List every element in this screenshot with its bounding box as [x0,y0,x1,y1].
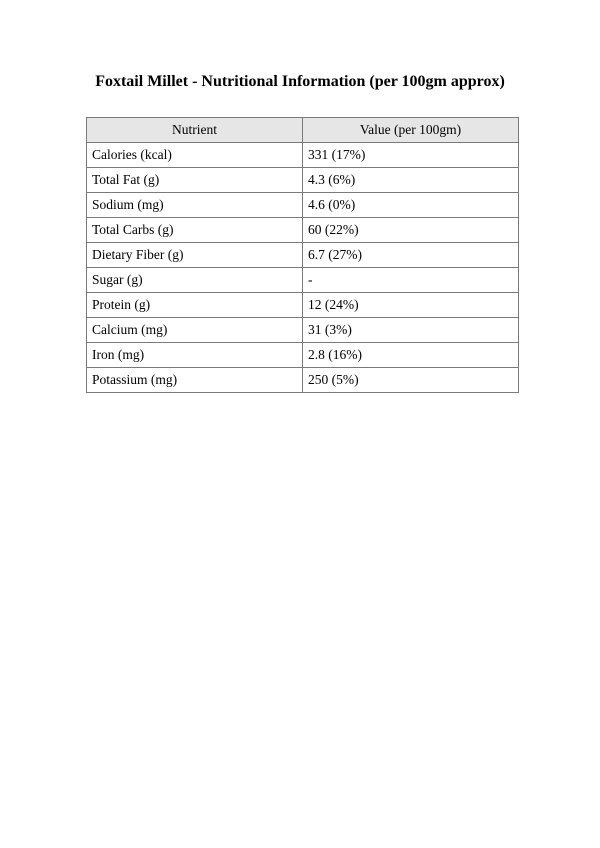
table-row [87,368,519,393]
nutrient-cell: Potassium (mg) [87,368,303,393]
column-header-nutrient: Nutrient [87,118,303,143]
value-cell: 12 (24%) [303,293,519,318]
document-title: Foxtail Millet - Nutritional Information (per 100gm approx) [95,73,505,90]
nutrient-cell: Sodium (mg) [87,193,303,218]
column-header-value: Value (per 100gm) [303,118,519,143]
nutrient-cell: Calcium (mg) [87,318,303,343]
value-cell: 4.6 (0%) [303,193,519,218]
table-row [87,168,519,193]
value-cell: 31 (3%) [303,318,519,343]
nutrient-cell: Total Fat (g) [87,168,303,193]
table-row [87,293,519,318]
table-row [87,268,519,293]
value-cell: 60 (22%) [303,218,519,243]
table-row [87,318,519,343]
nutrient-cell: Sugar (g) [87,268,303,293]
table-row [87,218,519,243]
value-cell: 2.8 (16%) [303,343,519,368]
nutrient-cell: Dietary Fiber (g) [87,243,303,268]
table-header-row [87,118,519,143]
value-cell: 250 (5%) [303,368,519,393]
table-row [87,193,519,218]
table-row [87,143,519,168]
nutrient-cell: Protein (g) [87,293,303,318]
value-cell: - [303,268,519,293]
nutrient-cell: Iron (mg) [87,343,303,368]
value-cell: 6.7 (27%) [303,243,519,268]
value-cell: 331 (17%) [303,143,519,168]
table-row [87,343,519,368]
nutrient-cell: Calories (kcal) [87,143,303,168]
table-row [87,243,519,268]
nutrient-cell: Total Carbs (g) [87,218,303,243]
value-cell: 4.3 (6%) [303,168,519,193]
nutrition-table [86,117,519,393]
